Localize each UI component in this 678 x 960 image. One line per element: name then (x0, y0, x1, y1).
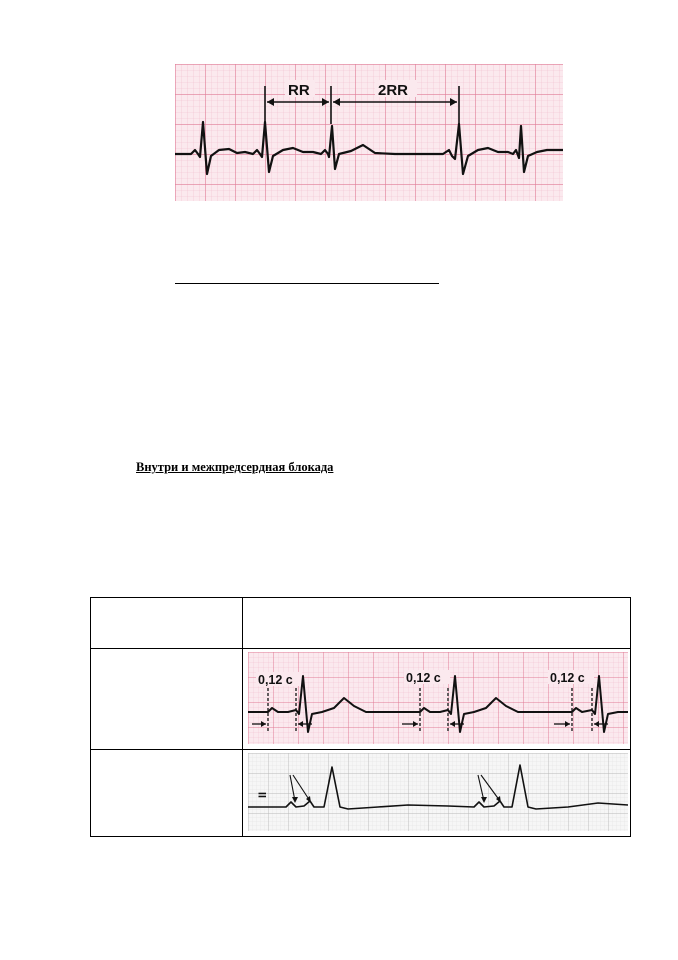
table-row (91, 649, 631, 750)
ecg-strip-interval (248, 652, 628, 744)
header-cell-left (91, 598, 243, 649)
interval-label: 0,12 c (550, 671, 585, 685)
rr-label: RR (288, 82, 310, 99)
ecg-strip-lead-ii (248, 753, 628, 831)
blank-answer-line (175, 283, 439, 284)
row2-image-cell (243, 750, 631, 837)
row1-image-cell (243, 649, 631, 750)
lead-label: II (257, 791, 269, 798)
row1-label-cell (91, 649, 243, 750)
row2-label-cell (91, 750, 243, 837)
interval-label: 0,12 c (406, 671, 441, 685)
table-header-row (91, 598, 631, 649)
section-heading: Внутри и межпредсердная блокада (136, 460, 334, 474)
interval-label: 0,12 c (258, 673, 293, 687)
blockade-table (90, 597, 631, 837)
header-cell-right (243, 598, 631, 649)
table-row (91, 750, 631, 837)
ecg-strip-rr (175, 64, 563, 201)
two-rr-label: 2RR (378, 82, 409, 99)
